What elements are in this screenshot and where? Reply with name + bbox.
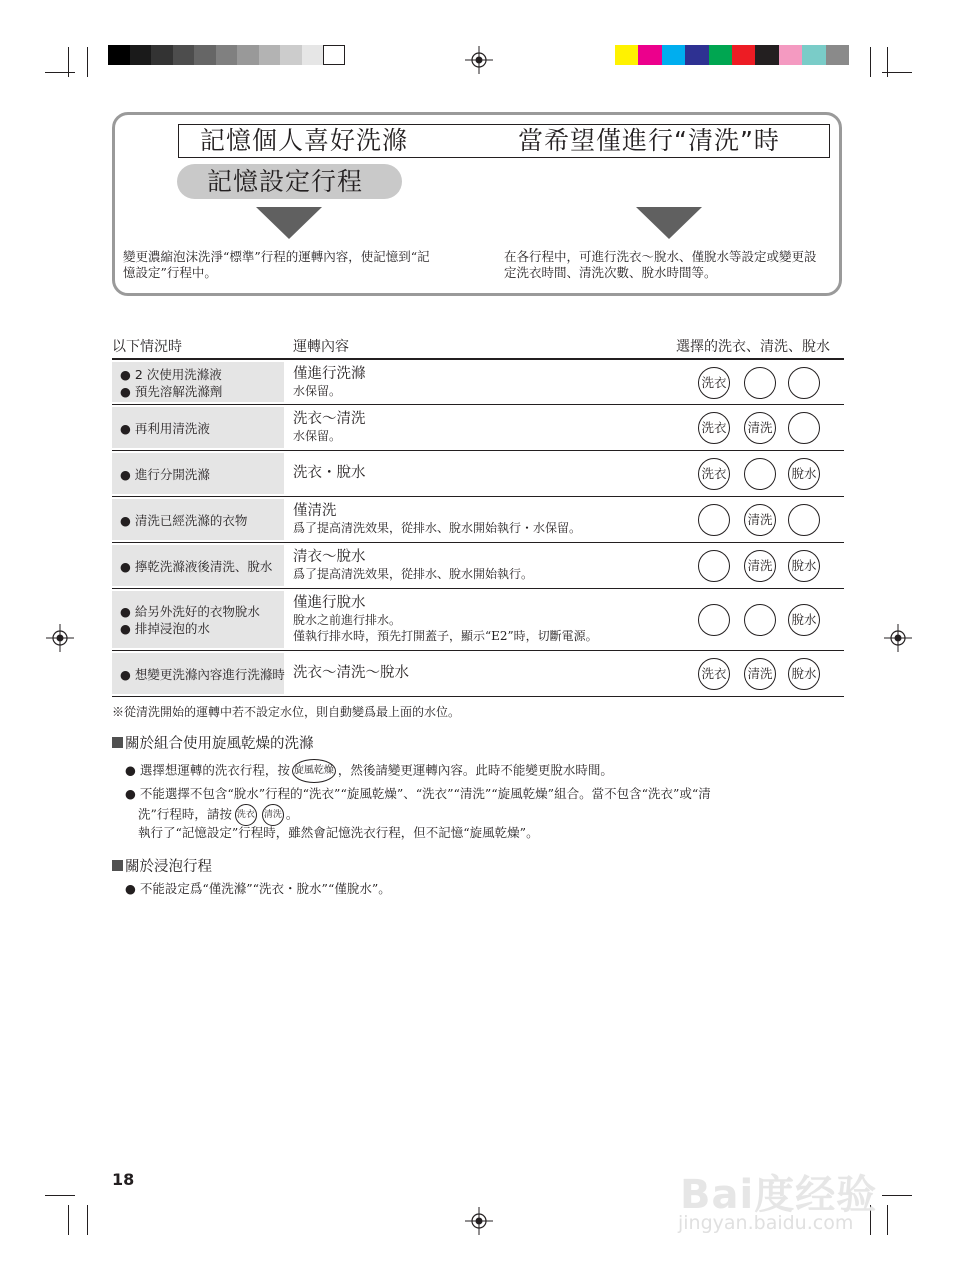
condition-cell [112, 499, 284, 540]
table-row [112, 451, 844, 497]
bullet-soak-1: ● 不能設定爲“僅洗滌”“洗衣・脫水”“僅脫水”。 [125, 881, 391, 896]
crop-mark [45, 72, 75, 73]
gray-swatch [194, 45, 216, 65]
section-title-soak: 關於浸泡行程 [112, 858, 212, 876]
rinse-button-icon: 清洗 [262, 804, 284, 826]
bullet-cyclone-2-cont: 洗”行程時，請按 洗衣 清洗 。 [138, 804, 298, 826]
crop-mark [887, 1205, 888, 1235]
gray-swatch [237, 45, 259, 65]
cyclone-dry-button-icon: 旋風乾燥 [292, 759, 336, 783]
condition-cell [112, 453, 284, 494]
color-swatch [779, 45, 802, 65]
color-swatch [615, 45, 638, 65]
gray-swatch [151, 45, 173, 65]
table-row [112, 651, 844, 697]
condition-cell [112, 591, 284, 648]
condition-text: ● 排掉浸泡的水 [120, 621, 210, 636]
crop-mark [68, 1205, 69, 1235]
table-row [112, 589, 844, 651]
operation-note: 水保留。 [293, 429, 342, 443]
column-header-condition: 以下情況時 [112, 339, 182, 355]
color-swatch [802, 45, 825, 65]
operation-title: 清衣～脫水 [293, 549, 366, 565]
selected-step-indicator: 脫水 [788, 550, 820, 582]
empty-step-indicator [788, 367, 820, 399]
section-title-cyclone-dry: 關於組合使用旋風乾燥的洗滌 [112, 735, 314, 753]
condition-cell [112, 407, 284, 448]
memory-program-label: 記憶設定行程 [177, 164, 402, 199]
column-header-operation: 運轉內容 [293, 339, 349, 355]
registration-mark [465, 46, 493, 74]
gray-swatch [130, 45, 152, 65]
selected-step-indicator: 清洗 [744, 658, 776, 690]
operation-title: 僅進行洗滌 [293, 365, 366, 382]
empty-step-indicator [744, 458, 776, 490]
color-swatch [755, 45, 778, 65]
square-bullet-icon [112, 737, 123, 748]
page-number: 18 [112, 1170, 135, 1189]
selected-step-indicator: 清洗 [744, 550, 776, 582]
operation-note: 爲了提高清洗效果，從排水、脫水開始執行。 [293, 567, 534, 581]
empty-step-indicator [698, 604, 730, 636]
selected-step-indicator: 洗衣 [698, 458, 730, 490]
gray-swatch [323, 45, 345, 65]
table-row [112, 543, 844, 589]
crop-mark [87, 47, 88, 77]
condition-text: ● 清洗已經洗滌的衣物 [120, 512, 248, 528]
title-left: 記憶個人喜好洗滌 [200, 126, 409, 155]
operation-title: 僅進行脫水 [293, 595, 366, 611]
description-left: 變更濃縮泡沫洗淨“標準”行程的運轉內容，使記憶到“記 憶設定”行程中。 [123, 249, 430, 280]
bullet-cyclone-1: ● 選擇想運轉的洗衣行程，按 旋風乾燥 ，然後請變更運轉內容。此時不能變更脫水時間。 [125, 759, 613, 783]
operation-title: 洗衣・脫水 [293, 465, 366, 481]
operation-title: 僅清洗 [293, 503, 337, 519]
wash-button-icon: 洗衣 [235, 804, 257, 826]
color-swatch [709, 45, 732, 65]
condition-cell [112, 653, 284, 694]
color-swatch [662, 45, 685, 65]
gray-swatch [173, 45, 195, 65]
description-right: 在各行程中，可進行洗衣～脫水、僅脫水等設定或變更設 定洗衣時間、清洗次數、脫水時間等。 [504, 249, 817, 280]
empty-step-indicator [698, 504, 730, 536]
arrow-down-icon [256, 207, 322, 239]
condition-cell [112, 545, 284, 586]
empty-step-indicator [788, 504, 820, 536]
selected-step-indicator: 洗衣 [698, 367, 730, 399]
crop-mark [87, 1205, 88, 1235]
color-swatch [732, 45, 755, 65]
gray-swatch [280, 45, 302, 65]
watermark-url: jingyan.baidu.com [678, 1212, 854, 1234]
operation-note: 爲了提高清洗效果，從排水、脫水開始執行・水保留。 [293, 521, 582, 535]
condition-text: ● 擰乾洗滌液後清洗、脫水 [120, 558, 273, 574]
condition-text: ● 2 次使用洗滌液 [120, 366, 222, 382]
gray-swatch [259, 45, 281, 65]
selected-step-indicator: 脫水 [788, 458, 820, 490]
color-swatch [685, 45, 708, 65]
condition-text: ● 預先溶解洗滌劑 [120, 383, 223, 399]
column-header-selection: 選擇的洗衣、清洗、脫水 [676, 339, 830, 355]
condition-text: ● 進行分開洗滌 [120, 466, 210, 482]
condition-text: ● 想變更洗滌內容進行洗滌時 [120, 666, 285, 682]
empty-step-indicator [698, 550, 730, 582]
registration-mark [884, 624, 912, 652]
arrow-down-icon [636, 207, 702, 239]
color-swatch [638, 45, 661, 65]
square-bullet-icon [112, 860, 123, 871]
table-row [112, 405, 844, 451]
registration-mark [465, 1207, 493, 1235]
operation-note: 水保留。 [293, 383, 342, 398]
operation-title: 洗衣～清洗 [293, 411, 366, 427]
crop-mark [882, 1195, 912, 1196]
gray-swatch [302, 45, 324, 65]
gray-swatch [216, 45, 238, 65]
selected-step-indicator: 清洗 [744, 412, 776, 444]
selected-step-indicator: 清洗 [744, 504, 776, 536]
empty-step-indicator [788, 412, 820, 444]
selected-step-indicator: 脫水 [788, 658, 820, 690]
selected-step-indicator: 脫水 [788, 604, 820, 636]
crop-mark [45, 1195, 75, 1196]
condition-cell [112, 362, 284, 402]
bullet-cyclone-2-note: 執行了“記憶設定”行程時，雖然會記憶洗衣行程，但不記憶“旋風乾燥”。 [138, 825, 539, 840]
title-right: 當希望僅進行“清洗”時 [518, 126, 780, 155]
table-row [112, 497, 844, 543]
crop-mark [870, 47, 871, 77]
empty-step-indicator [744, 367, 776, 399]
bullet-cyclone-2: ● 不能選擇不包含“脫水”行程的“洗衣”“旋風乾燥”、“洗衣”“清洗”“旋風乾燥”組合。當不包含“洗衣”或“清 [125, 786, 711, 801]
gray-swatch [108, 45, 130, 65]
watermark-logo: Bai度经验 [680, 1172, 878, 1218]
operation-title: 洗衣～清洗～脫水 [293, 665, 409, 681]
selected-step-indicator: 洗衣 [698, 658, 730, 690]
condition-text: ● 再利用清洗液 [120, 420, 210, 436]
selected-step-indicator: 洗衣 [698, 412, 730, 444]
footnote: ※從清洗開始的運轉中若不設定水位，則自動變爲最上面的水位。 [112, 705, 461, 719]
operation-note: 僅執行排水時，預先打開蓋子，顯示“E2”時，切斷電源。 [293, 629, 598, 643]
operation-note: 脫水之前進行排水。 [293, 613, 402, 627]
table-row [112, 360, 844, 405]
registration-mark [46, 624, 74, 652]
color-swatch [826, 45, 849, 65]
empty-step-indicator [744, 604, 776, 636]
condition-text: ● 給另外洗好的衣物脫水 [120, 604, 260, 619]
crop-mark [882, 72, 912, 73]
